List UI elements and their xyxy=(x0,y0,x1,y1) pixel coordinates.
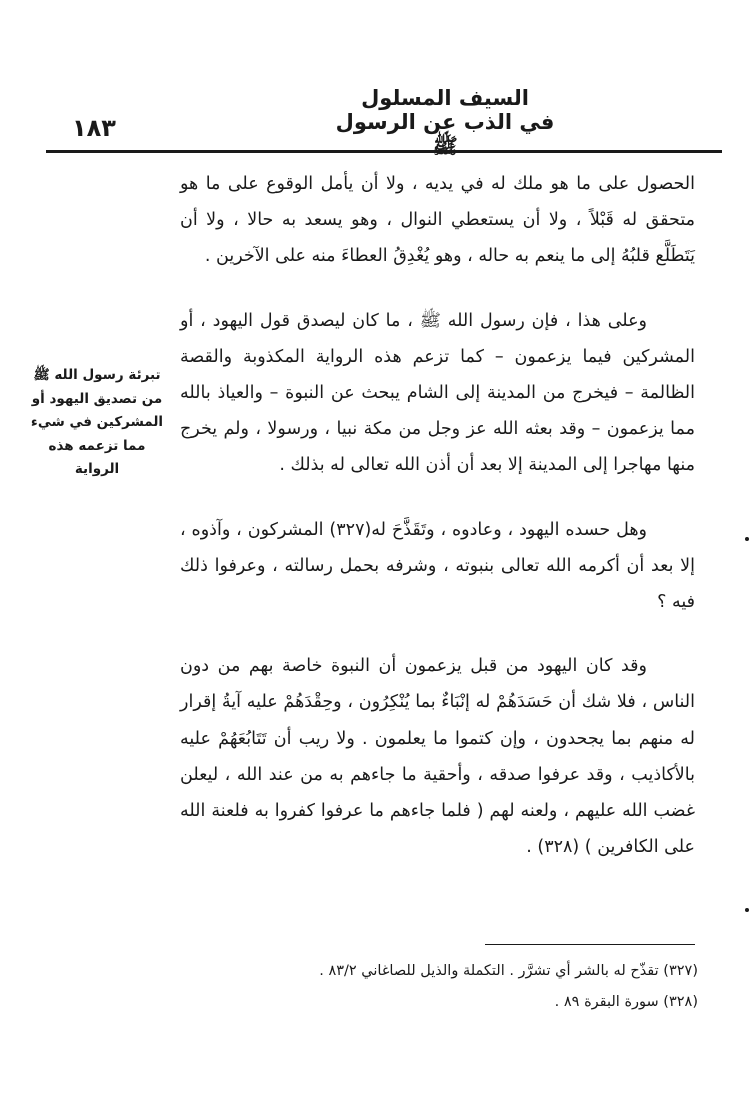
footnotes xyxy=(200,956,698,1018)
book-title-line1: السيف المسلول xyxy=(361,86,529,110)
book-title-line2: في الذب عن الرسول ﷺ xyxy=(335,110,555,158)
book-title xyxy=(335,86,555,158)
paragraph-3: وهل حسده اليهود ، وعادوه ، وتَقَذَّحَ له(٣٢٧) المشركون ، وآذوه ، إلا بعد أن أكرمه الله تعالى بنبوته ، وشرفه بحمل رسالته ، وعرفوا ذلك فيه ؟ xyxy=(180,519,695,613)
header-rule xyxy=(46,150,722,153)
paragraph-2: وعلى هذا ، فإن رسول الله ﷺ ، ما كان ليصدق قول اليهود ، أو المشركين فيما يزعمون – كما تزعم هذه الرواية المكذوبة والقصة الظالمة – فيخرج من المدينة إلى الشام يبحث عن النبوة – والعياذ بالله مما يزعمون – وقد بعثه الله عز وجل من مكة نبيا ، ورسولا ، ولم يخرج منها مهاجرا إلى المدينة إلا بعد أن أذن الله تعالى له بذلك . xyxy=(180,310,695,476)
page-number: ١٨٣ xyxy=(72,114,116,142)
edge-mark xyxy=(745,537,749,541)
footnote-327: (٣٢٧) تقذّح له بالشر أي تشرَّر . التكملة والذيل للصاغاني ٨٣/٢ . xyxy=(319,963,698,979)
margin-note: تبرئة رسول الله ﷺ من تصديق اليهود أو المشركين في شيء مما تزعمه هذه الرواية xyxy=(30,367,164,477)
paragraph-1: الحصول على ما هو ملك له في يديه ، ولا أن يأمل الوقوع على ما هو متحقق له قَبْلاً ، ولا أن يستعطي النوال ، وهو يسعد به حالا ، ولا أن يَتَطَلَّع قلبُهُ إلى ما ينعم به حاله ، وهو يُغْدِقُ العطاءَ منه على الآخرين . xyxy=(180,174,695,267)
footnote-rule xyxy=(485,944,695,945)
edge-mark xyxy=(745,908,749,912)
main-text xyxy=(180,166,695,865)
footnote-328: (٣٢٨) سورة البقرة ٨٩ . xyxy=(554,994,698,1010)
paragraph-4: وقد كان اليهود من قبل يزعمون أن النبوة خاصة بهم من دون الناس ، فلا شك أن حَسَدَهُمْ له إنْبَاءٌ بما يُنْكِرُون ، وحِقْدَهُمْ عليه آيةُ إقرار له منهم بما يجحدون ، وإن كتموا ما يعلمون . ولا ريب أن تَتَابُعَهُمْ عليه بالأكاذيب ، وقد عرفوا صدقه ، وأحقية ما جاءهم به من عند الله ، ليعلن غضب الله عليهم ، ولعنه لهم ( فلما جاءهم ما عرفوا كفروا به فلعنة الله على الكافرين ) (٣٢٨) . xyxy=(180,656,695,858)
